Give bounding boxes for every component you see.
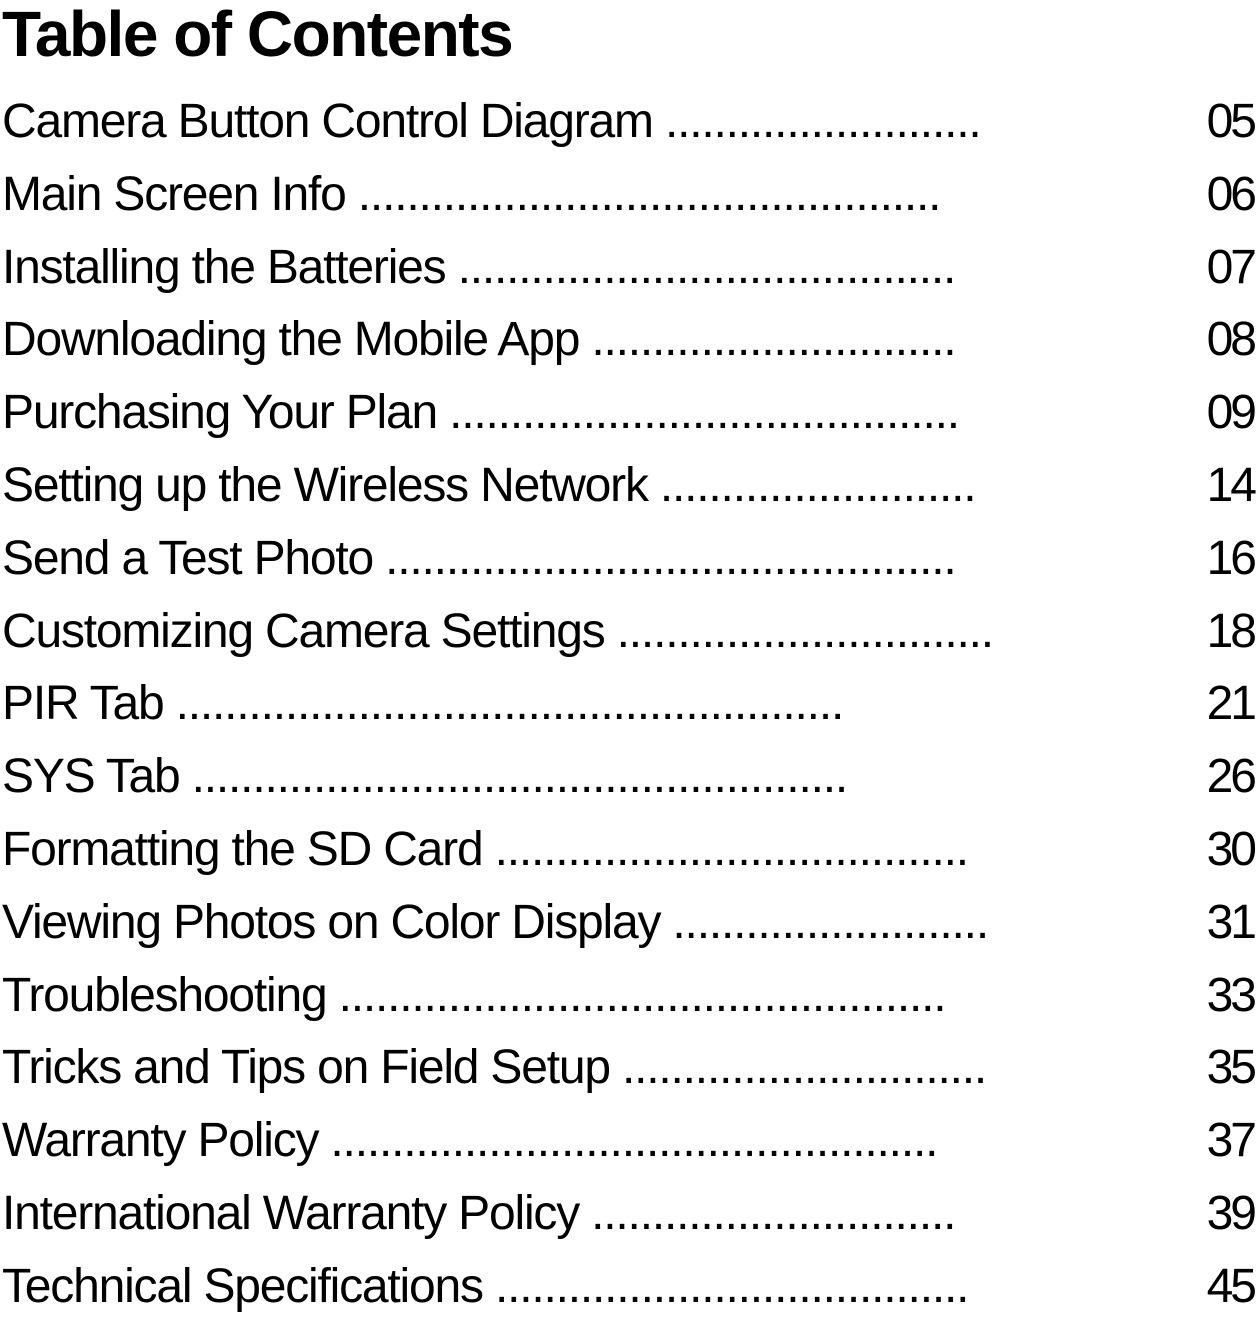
toc-entry-label: Warranty Policy .................................................. <box>2 1114 938 1168</box>
toc-entry-page-number: 09 <box>1206 386 1254 440</box>
toc-entry-label: Downloading the Mobile App .............................. <box>2 313 956 367</box>
toc-entry-page-number: 33 <box>1206 968 1254 1022</box>
toc-entry-label: Purchasing Your Plan .......................................... <box>2 386 959 440</box>
toc-entry-label: Viewing Photos on Color Display .......................... <box>2 895 988 949</box>
toc-entry-page-number: 14 <box>1206 458 1254 512</box>
toc-entry <box>0 668 1260 741</box>
toc-entry-label: Technical Specifications ....................................... <box>2 1259 969 1313</box>
toc-entry <box>0 596 1260 669</box>
toc-entry <box>0 159 1260 232</box>
toc-entry-label: Camera Button Control Diagram .......................... <box>2 95 981 148</box>
toc-entry-label: Setting up the Wireless Network .......................... <box>2 458 976 512</box>
toc-entry-label: Formatting the SD Card ....................................... <box>2 822 968 876</box>
toc-entry <box>0 523 1260 596</box>
toc-entry <box>0 232 1260 305</box>
toc-entry <box>0 741 1260 814</box>
toc-entry-page-number: 08 <box>1206 313 1254 367</box>
toc-entry-label: Installing the Batteries ......................................... <box>2 240 956 294</box>
toc-entry-label: Main Screen Info ................................................ <box>2 167 941 221</box>
toc-entry-label: Tricks and Tips on Field Setup .............................. <box>2 1041 987 1095</box>
toc-entry-label: Customizing Camera Settings ............................... <box>2 604 993 658</box>
toc-entry <box>0 1032 1260 1105</box>
toc-entry-page-number: 21 <box>1206 677 1254 731</box>
toc-entry <box>0 1105 1260 1178</box>
toc-entry-label: International Warranty Policy .............................. <box>2 1186 956 1240</box>
toc-entry <box>0 887 1260 960</box>
page-title: Table of Contents <box>2 0 513 70</box>
toc-entry <box>0 960 1260 1033</box>
toc-entry <box>0 86 1260 159</box>
toc-entry <box>0 1178 1260 1251</box>
toc-list <box>0 86 1260 1324</box>
toc-entry-page-number: 30 <box>1206 822 1254 876</box>
toc-entry-page-number: 16 <box>1206 531 1254 585</box>
toc-entry-page-number: 45 <box>1206 1259 1254 1313</box>
toc-entry-page-number: 26 <box>1206 750 1254 804</box>
toc-entry-page-number: 06 <box>1206 167 1254 221</box>
toc-entry-label: Troubleshooting .................................................. <box>2 968 946 1022</box>
toc-entry-page-number: 31 <box>1206 895 1254 949</box>
toc-entry-page-number: 18 <box>1206 604 1254 658</box>
toc-entry-page-number: 07 <box>1206 240 1254 294</box>
toc-entry <box>0 1251 1260 1324</box>
toc-entry-label: PIR Tab ....................................................... <box>2 677 844 731</box>
toc-entry-page-number: 37 <box>1206 1114 1254 1168</box>
toc-entry-label: SYS Tab ...................................................... <box>2 750 847 804</box>
toc-entry-label: Send a Test Photo ............................................... <box>2 531 956 585</box>
toc-entry-page-number: 35 <box>1206 1041 1254 1095</box>
toc-entry <box>0 377 1260 450</box>
toc-entry-page-number: 05 <box>1206 95 1254 148</box>
toc-entry <box>0 814 1260 887</box>
toc-entry-page-number: 39 <box>1206 1186 1254 1240</box>
toc-entry <box>0 304 1260 377</box>
toc-entry <box>0 450 1260 523</box>
